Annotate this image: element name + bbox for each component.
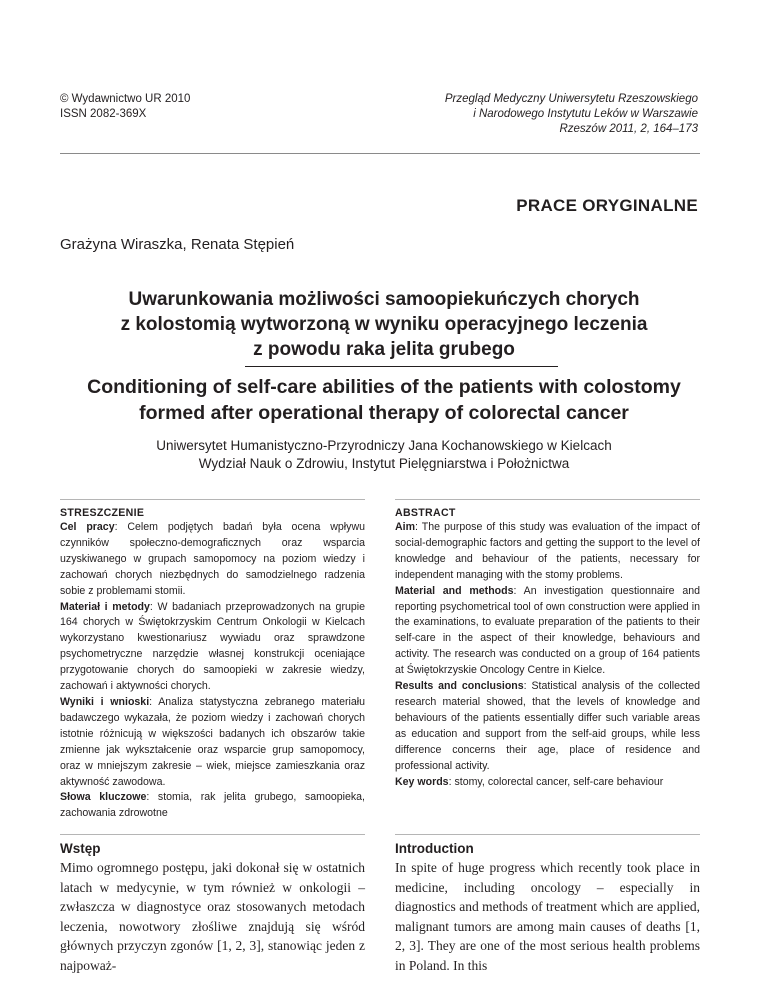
abstract-english-keywords: Key words: stomy, colorectal cancer, self-care behaviour xyxy=(395,775,664,788)
header-rule xyxy=(60,153,700,154)
abstract-polish-aim: Cel pracy: Celem podjętych badań była ocena wpływu czynników społeczno-demograficznych oraz wsparcia uzyskiwanego w grupach samopomocy na poziom wiedzy i zachowań chorych niezbędnych do samodzielnego radzenia sobie z problemami stomii. xyxy=(60,521,365,597)
abstract-english-aim: Aim: The purpose of this study was evaluation of the impact of social-demographic factors and getting the support to the level of knowledge and behaviour of the patients, necessary for independent managing with the stomy problems. xyxy=(395,521,700,581)
abstract-pl-top-rule xyxy=(60,499,365,500)
body-english xyxy=(395,840,700,975)
body-polish-heading: Wstęp xyxy=(60,841,101,856)
affiliation-line: Wydział Nauk o Zdrowiu, Instytut Pielęgniarstwa i Położnictwa xyxy=(198,456,570,471)
abstract-english xyxy=(395,506,700,790)
abstract-polish-heading: STRESZCZENIE xyxy=(60,507,145,519)
abstract-english-heading: ABSTRACT xyxy=(395,507,456,519)
abstract-english-methods: Material and methods: An investigation questionnaire and reporting psychometrical tool of own construction were applied in the examinations, to evaluate preparation of the patients to their self-care in the aspect of their knowledge, behaviours and activity. The research was conducted on a group of 164 patients at Świętokrzyskie Oncology Centre in Kielce. xyxy=(395,584,700,677)
abstract-polish-results: Wyniki i wnioski: Analiza statystyczna zebranego materiału badawczego wykazała, że poziom wiedzy i zachowań chorych istotnie różnicują w większości badanych ich obszarów takie zmienne jak wykształcenie oraz wsparcie grup samopomocy, oraz w mniejszym zakresie – wiek, miejsce zamieszkania oraz aktywność zawodowa. xyxy=(60,695,365,788)
abstract-polish-keywords: Słowa kluczowe: stomia, rak jelita grubego, samoopieka, zachowania zdrowotne xyxy=(60,791,365,820)
section-title: PRACE ORYGINALNE xyxy=(516,196,698,215)
abstract-polish xyxy=(60,506,365,822)
authors: Grażyna Wiraszka, Renata Stępień xyxy=(60,236,295,253)
abstract-polish-methods: Materiał i metody: W badaniach przeprowadzonych na grupie 164 chorych w Świętokrzyskim Centrum Onkologii w Kielcach wykorzystano kwestionariusz wywiadu oraz sprawdzone psychometryczne narzędzie własnej konstrukcji oceniające przygotowanie chorych do samoopieki w zakresie wiedzy, zachowań i aktywności chorych. xyxy=(60,600,366,693)
body-en-top-rule xyxy=(395,834,700,835)
body-english-text: In spite of huge progress which recently took place in medicine, including oncology – especially in diagnostics and methods of treatment which are applied, malignant tumors are among main causes of deaths [1, 2, 3]. They are one of the most serious health problems in Poland. In this xyxy=(395,860,700,973)
body-english-heading: Introduction xyxy=(395,841,474,856)
journal-issue-line: Rzeszów 2011, 2, 164–173 xyxy=(559,123,698,135)
abstract-english-results: Results and conclusions: Statistical analysis of the collected research material showed, that the levels of knowledge and behaviours of the patients essentially differ such variable areas as education and support from the self-aid groups, while less difference concerns their age, place of residence and professional activity. xyxy=(395,680,700,772)
title-english xyxy=(60,374,708,426)
body-polish xyxy=(60,840,365,975)
publisher-line: © Wydawnictwo UR 2010 xyxy=(60,93,191,105)
title-polish-line: z powodu raka jelita grubego xyxy=(253,339,515,360)
body-pl-top-rule xyxy=(60,834,365,835)
body-polish-text: Mimo ogromnego postępu, jaki dokonał się w ostatnich latach w medycynie, w tym również w onkologii – zwłaszcza w diagnostyce oraz stosowanych metodach leczenia, nowotwory złośliwe znajdują się wśród głównych przyczyn zgonów [1, 2, 3], stanowiąc jeden z najpoważ- xyxy=(60,860,365,973)
abstract-en-top-rule xyxy=(395,499,700,500)
affiliation xyxy=(60,437,708,473)
journal-name-line1: Przegląd Medyczny Uniwersytetu Rzeszowskiego xyxy=(444,93,698,105)
title-polish-line: z kolostomią wytworzoną w wyniku operacyjnego leczenia xyxy=(120,314,648,335)
title-polish-line: Uwarunkowania możliwości samoopiekuńczych chorych xyxy=(128,289,640,310)
issn-line: ISSN 2082-369X xyxy=(60,108,147,120)
title-polish xyxy=(60,287,708,362)
affiliation-line: Uniwersytet Humanistyczno-Przyrodniczy Jana Kochanowskiego w Kielcach xyxy=(156,438,612,453)
title-english-line: formed after operational therapy of colorectal cancer xyxy=(139,402,629,424)
title-divider xyxy=(245,366,558,367)
title-english-line: Conditioning of self-care abilities of the patients with colostomy xyxy=(87,376,681,398)
journal-name-line2: i Narodowego Instytutu Leków w Warszawie xyxy=(473,108,698,120)
